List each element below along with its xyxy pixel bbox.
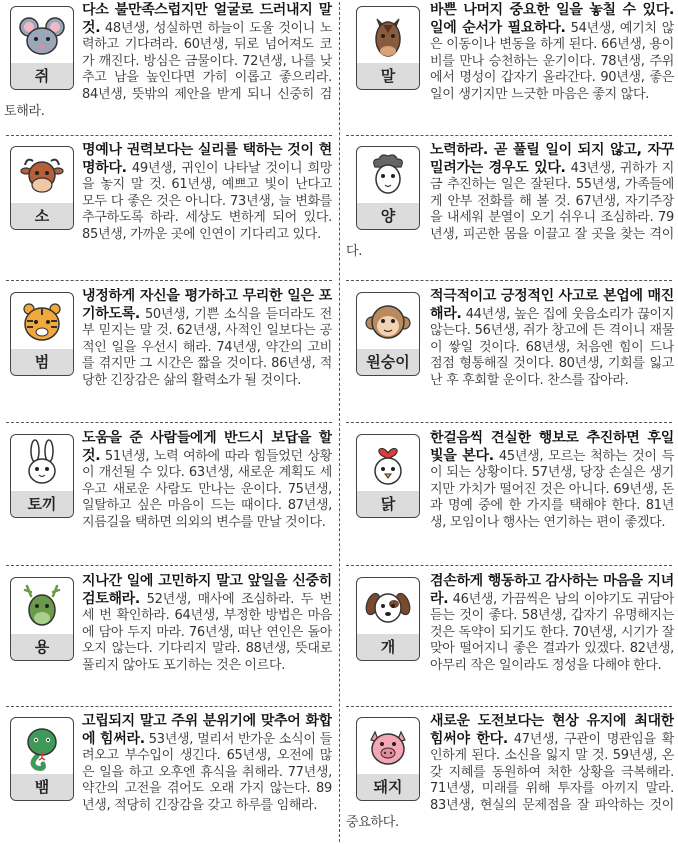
horse-card (356, 6, 420, 90)
animal-label: 개 (357, 634, 419, 660)
rooster-icon (363, 439, 413, 489)
tiger-icon (17, 297, 67, 347)
fortune-headline: 지나간 일에 고민하지 말고 앞일을 신중히 검토해라. (82, 573, 332, 607)
tiger-card (10, 292, 74, 376)
fortune-body: 48년생, 성실하면 하늘이 도울 것이니 노력하고 기다려라. 60년생, 뒤로 넘어져도 코가 깨진다. 방심은 금물이다. 72년생, 나를 낮추고 남을 높인다면 가히 이롭고 좋으리라. 84년생, 뜻밖의 제안을 받게 되니 신중히 검토해라. (4, 20, 332, 119)
fortune-headline: 적극적이고 긍정적인 사고로 본업에 매진해라. (430, 288, 674, 322)
column-divider (339, 2, 340, 842)
row-divider (346, 422, 672, 423)
monkey-icon (363, 297, 413, 347)
fortune-body: 46년생, 가끔씩은 남의 이야기도 귀담아 듣는 것이 좋다. 58년생, 갑자기 유명해지는 것은 독약이 되기도 한다. 70년생, 시기가 잘 맞아 떨어지니 좋은 결과가 있겠다. 82년생, 아무리 작은 일이라도 정성을 다해야 한다. (430, 591, 674, 673)
fortune-headline: 한걸음씩 견실한 행보로 추진하면 후일 빛을 본다. (430, 430, 674, 464)
animal-label: 닭 (357, 491, 419, 517)
animal-label: 토끼 (11, 491, 73, 517)
fortune-headline: 바쁜 나머지 중요한 일을 놓칠 수 있다. 일에 순서가 필요하다. (430, 2, 674, 36)
horoscope-dog (346, 573, 674, 704)
horoscope-pig (346, 713, 674, 843)
horoscope-dragon (4, 573, 332, 704)
horoscope-snake (4, 713, 332, 843)
fortune-headline: 노력하라. 곧 풀릴 일이 되지 않고, 자꾸 밀려가는 경우도 있다. (430, 142, 674, 176)
ox-icon (17, 151, 67, 201)
animal-label: 뱀 (11, 774, 73, 800)
rooster-card (356, 434, 420, 518)
fortune-headline: 다소 불만족스럽지만 얼굴로 드러내지 말 것. (82, 2, 332, 36)
pig-icon (363, 722, 413, 772)
fortune-headline: 명예나 권력보다는 실리를 택하는 것이 현명하다. (82, 142, 332, 176)
fortune-headline: 냉정하게 자신을 평가하고 무리한 일은 포기하도록. (82, 288, 332, 322)
horoscope-sheep (346, 142, 674, 278)
horoscope-ox (4, 142, 332, 278)
row-divider (346, 565, 672, 566)
horoscope-rooster (346, 430, 674, 563)
fortune-body: 44년생, 높은 집에 웃음소리가 끊이지 않는다. 56년생, 쥐가 창고에 든 격이니 재물이 쌓일 것이다. 68년생, 처음엔 힘이 드나 점점 형통해질 것이다. 80년생, 기회를 잃고 난 후 후회할 운이다. 찬스를 잡아라. (430, 306, 674, 388)
fortune-body: 51년생, 노력 여하에 따라 힘들었던 상황이 개선될 수 있다. 63년생, 새로운 계획도 세우고 새로운 사람도 만나는 운이다. 75년생, 일탈하고 싶은 마음이 드는 때이다. 87년생, 지름길을 택하면 의외의 변수를 만날 것이다. (82, 448, 332, 530)
animal-label: 돼지 (357, 774, 419, 800)
animal-label: 말 (357, 63, 419, 89)
fortune-body: 52년생, 매사에 조심하라. 두 번 세 번 확인하라. 64년생, 부정한 방법은 마음에 담아 두지 마라. 76년생, 떠난 연인은 돌아오지 않는다. 기다리지 말라. 88년생, 뜻대로 풀리지 않아도 포기하는 것은 이르다. (82, 591, 332, 673)
fortune-body: 43년생, 귀하가 지금 추진하는 일은 잘된다. 55년생, 가족들에게 안부 전화를 해 볼 것. 67년생, 자기주장을 내세워 분열이 오기 쉬우니 조심하라. 79년생, 피곤한 몸을 이끌고 잘 곳을 찾는 격이다. (346, 160, 674, 259)
rat-card (10, 6, 74, 90)
horoscope-rabbit (4, 430, 332, 563)
dragon-icon (17, 582, 67, 632)
row-divider (6, 135, 332, 136)
fortune-body: 45년생, 모르는 척하는 것이 득이 되는 상황이다. 57년생, 당장 손실은 생기지만 가치가 떨어진 것은 아니다. 69년생, 돈과 명예 중에 한 가지를 택해야 한다. 81년생, 모임이나 행사는 연기하는 편이 좋겠다. (430, 448, 674, 530)
monkey-card (356, 292, 420, 376)
row-divider (6, 422, 332, 423)
row-divider (6, 565, 332, 566)
sheep-card (356, 146, 420, 230)
snake-icon (17, 722, 67, 772)
fortune-body: 53년생, 멀리서 반가운 소식이 들려오고 부수입이 생긴다. 65년생, 오전에 많은 일을 하고 오후엔 휴식을 취해라. 77년생, 약간의 고전을 겪어도 오래 가지 않는다. 89년생, 적당히 긴장감을 갖고 하루를 임해라. (82, 731, 332, 813)
horoscope-rat (4, 2, 332, 134)
animal-label: 양 (357, 203, 419, 229)
fortune-body: 47년생, 구관이 명관임을 확인하게 된다. 소신을 잃지 말 것. 59년생, 온갖 지혜를 동원하여 처한 상황을 극복해라. 71년생, 미래를 위해 투자를 아끼지 말라. 83년생, 현실의 문제점을 잘 파악하는 것이 중요하다. (346, 731, 674, 830)
fortune-headline: 겸손하게 행동하고 감사하는 마음을 지녀라. (430, 573, 674, 607)
fortune-body: 54년생, 예기치 않은 이동이나 변동을 하게 된다. 66년생, 용이 비를 만나 승천하는 운기이다. 78년생, 주위에서 명성이 갑자기 올라간다. 90년생, 좋은 일이 생기지만 느긋한 마음은 좋지 않다. (430, 20, 674, 102)
dog-card (356, 577, 420, 661)
animal-label: 쥐 (11, 63, 73, 89)
animal-label: 소 (11, 203, 73, 229)
fortune-headline: 새로운 도전보다는 현상 유지에 최대한 힘써야 한다. (430, 713, 674, 747)
animal-label: 용 (11, 634, 73, 660)
fortune-body: 50년생, 기쁜 소식을 듣더라도 전부 믿지는 말 것. 62년생, 사적인 일보다는 공적인 일을 우선시 해라. 74년생, 약간의 고비를 겪지만 그 시간은 짧을 것이다. 86년생, 적당한 긴장감은 삶의 활력소가 될 것이다. (82, 306, 332, 388)
fortune-headline: 도움을 준 사람들에게 반드시 보답을 할 것. (82, 430, 332, 464)
fortune-body: 49년생, 귀인이 나타날 것이니 희망을 놓지 말 것. 61년생, 예쁘고 빛이 난다고 모두 다 좋은 것은 아니다. 73년생, 늘 변화를 추구하도록 하라. 세상도 변하게 되어 있다. 85년생, 가까운 곳에 인연이 기다리고 있다. (82, 160, 332, 242)
row-divider (346, 280, 672, 281)
rabbit-icon (17, 439, 67, 489)
dragon-card (10, 577, 74, 661)
sheep-icon (363, 151, 413, 201)
row-divider (346, 135, 672, 136)
snake-card (10, 717, 74, 801)
horoscope-tiger (4, 288, 332, 420)
dog-icon (363, 582, 413, 632)
pig-card (356, 717, 420, 801)
horse-icon (363, 11, 413, 61)
animal-label: 범 (11, 349, 73, 375)
rabbit-card (10, 434, 74, 518)
row-divider (346, 706, 672, 707)
row-divider (6, 280, 332, 281)
horoscope-monkey (346, 288, 674, 420)
fortune-headline: 고립되지 말고 주위 분위기에 맞추어 화합에 힘써라. (82, 713, 332, 747)
animal-label: 원숭이 (357, 349, 419, 375)
row-divider (6, 706, 332, 707)
rat-icon (17, 11, 67, 61)
horoscope-horse (346, 2, 674, 134)
ox-card (10, 146, 74, 230)
